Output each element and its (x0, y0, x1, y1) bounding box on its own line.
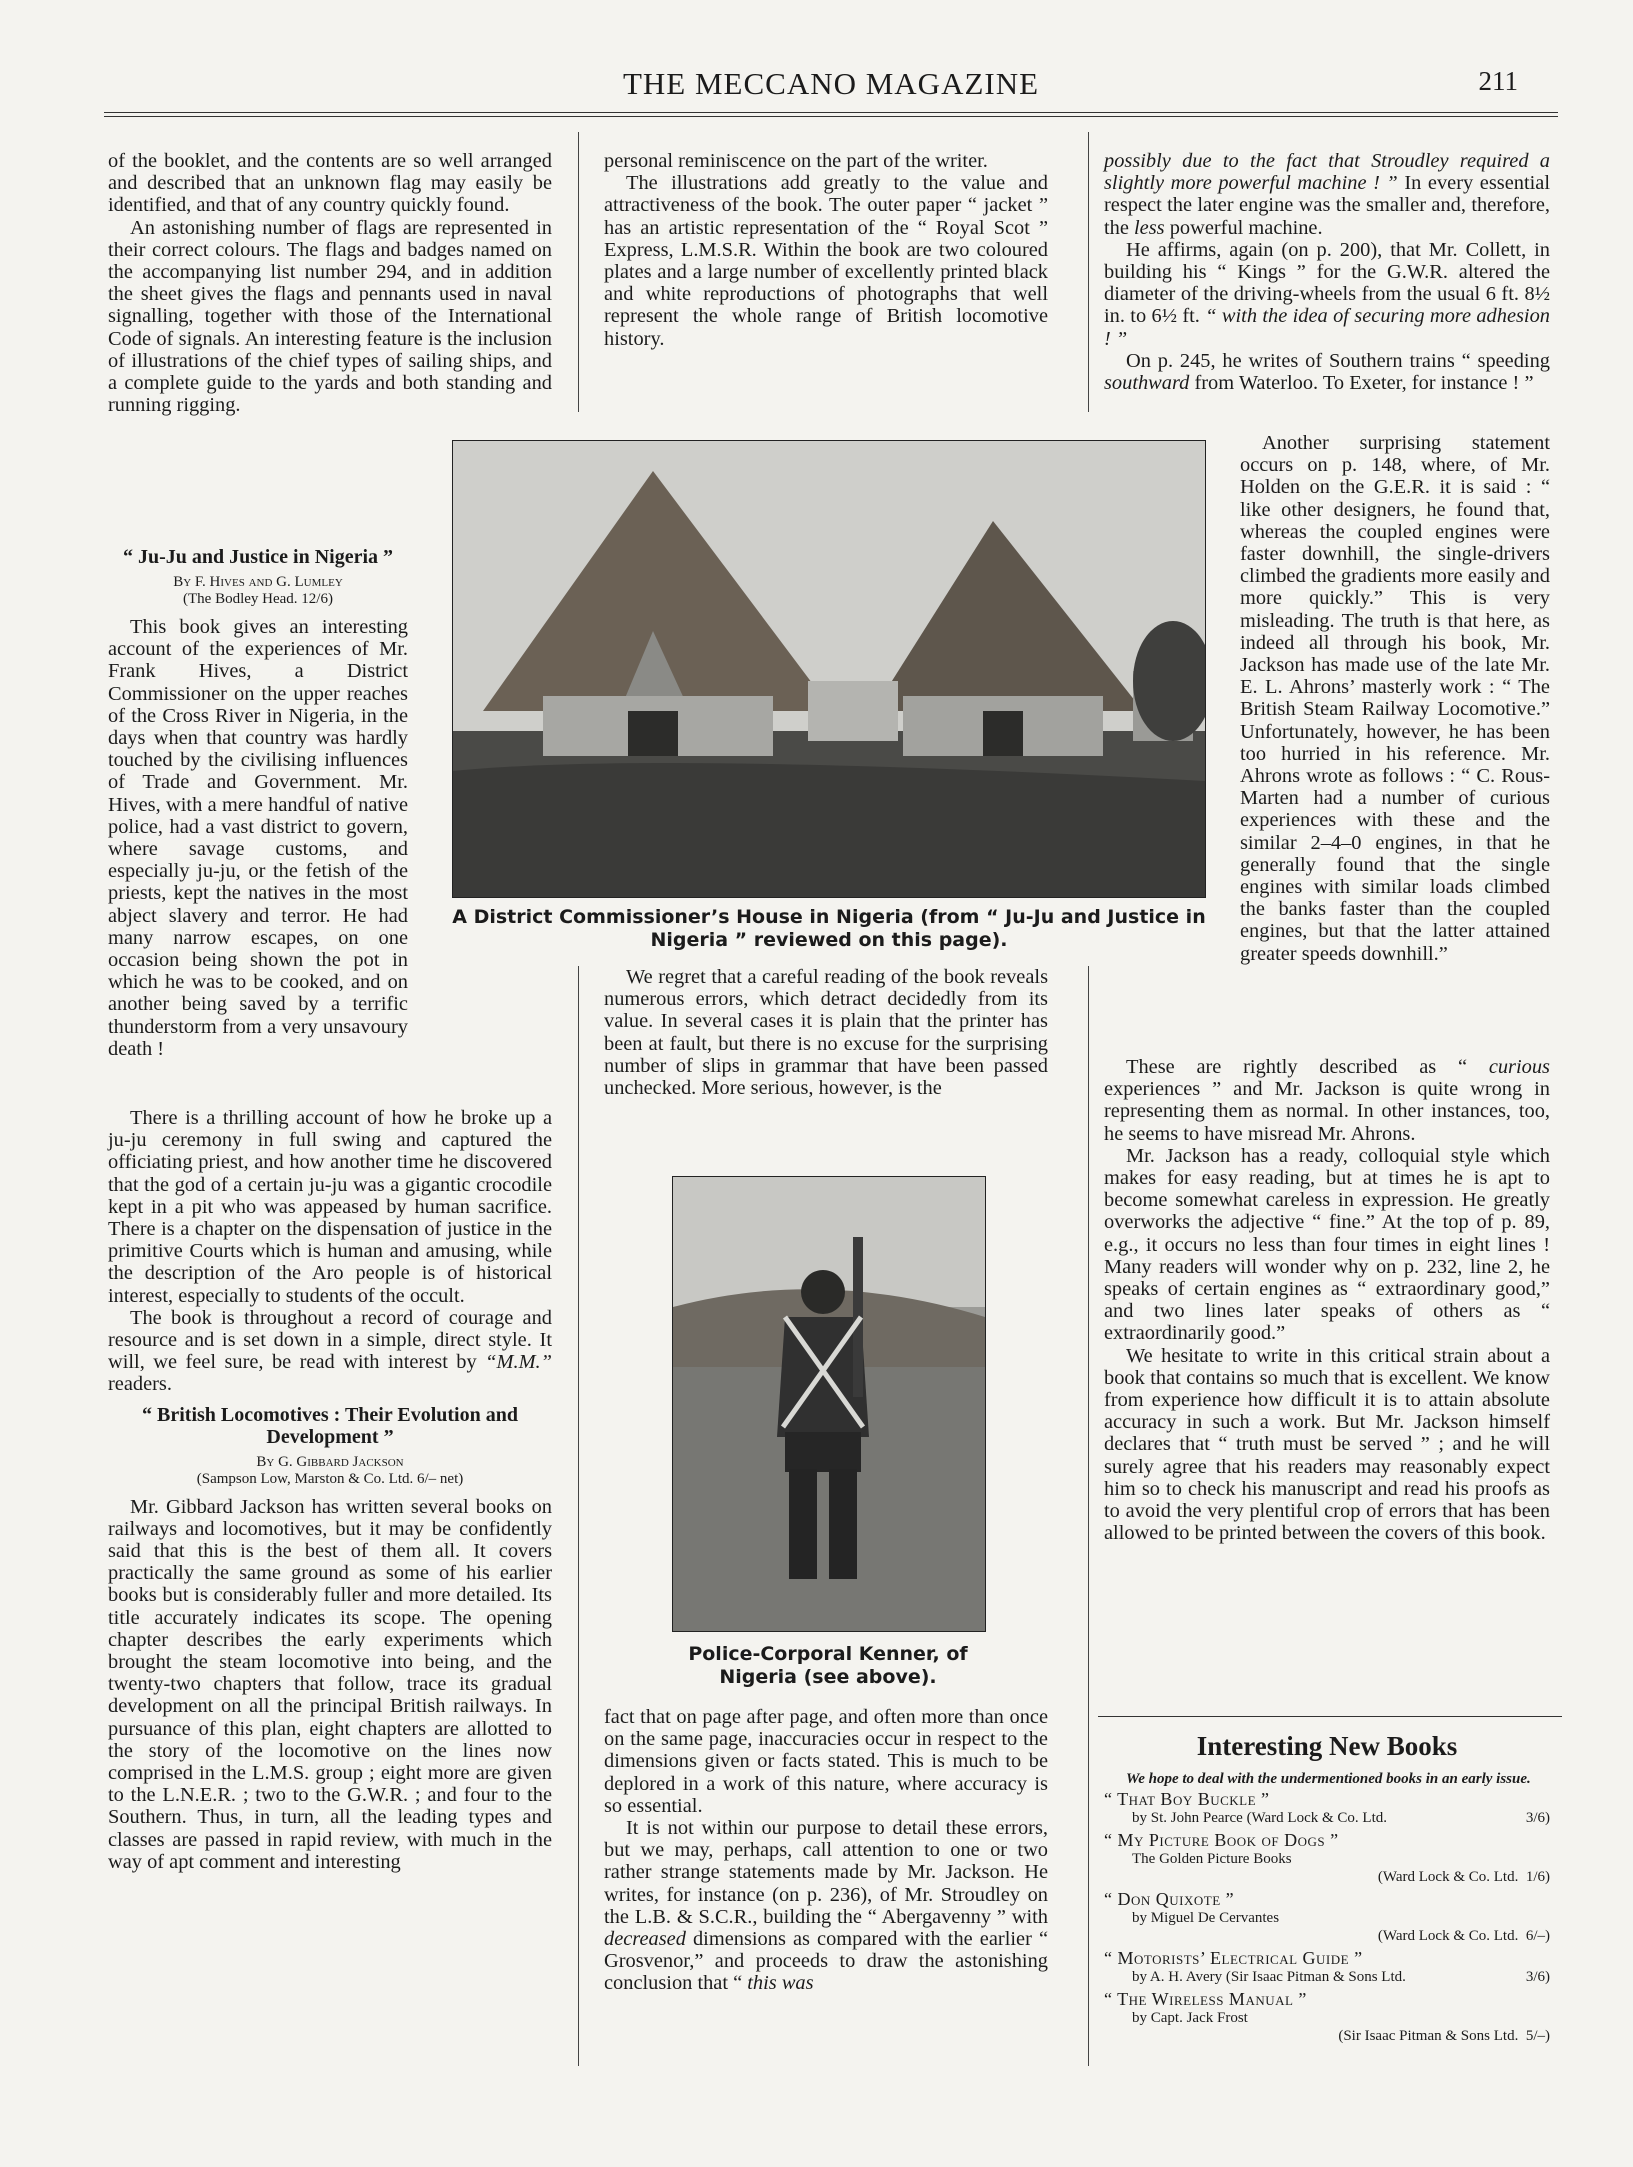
book-author: by Miguel De Cervantes (1132, 1910, 1280, 1926)
text-run: In every essential respect the later engine was the smaller and, therefore, the (1104, 172, 1550, 239)
house-photo (452, 440, 1206, 898)
corporal-photo-caption: Police-Corporal Kenner, of Nigeria (see above). (688, 1643, 968, 1688)
column-divider (578, 966, 579, 2066)
column-left-narrow (108, 538, 408, 1060)
book-publisher (1104, 1868, 1550, 1886)
book-price: 3/6) (1525, 1969, 1550, 1985)
book-publisher (1104, 2027, 1550, 2045)
text-run: experiences ” and Mr. Jackson is quite wrong in representing them as normal. In other instances, too, he seems to have misread Mr. Ahrons. (1104, 1078, 1550, 1145)
column-right-top (1104, 150, 1550, 394)
paragraph: fact that on page after page, and often more than once on the same page, inaccuracies occur in respect to the dimensions given or facts stated. This is much to be deplored in a work of this nature, where accuracy is so essential. (604, 1706, 1048, 1817)
house-photo-drawing (453, 441, 1205, 897)
book-author: by Capt. Jack Frost (1132, 2010, 1248, 2026)
book-title: “ My Picture Book of Dogs ” (1104, 1830, 1339, 1850)
page-number: 211 (1478, 66, 1518, 96)
paragraph: Mr. Jackson has a ready, colloquial style which makes for easy reading, but at times he is apt to become somewhat careless in expression. He greatly overworks the adjective “ fine.” At the top of p. 89, e.g., it occurs no less than four times in eight lines ! Many readers will wonder why on p. 232, line 2, he speaks of certain engines as “ extraordinary good,” and two lines later speaks of others as “ extraordinarily good.” (1104, 1144, 1550, 1345)
byline-publisher: (Sampson Low, Marston & Co. Ltd. 6/– net) (196, 1470, 464, 1487)
header-rule (104, 112, 1558, 113)
book-price: 5/–) (1525, 2028, 1550, 2044)
house-photo-caption: A District Commissioner’s House in Nigeria (from “ Ju-Ju and Justice in Nigeria ” reviewed on this page). (452, 906, 1206, 951)
running-title: THE MECCANO MAGAZINE (622, 66, 1040, 101)
book-author (1104, 1968, 1550, 1986)
new-books-title: Interesting New Books (1196, 1731, 1458, 1761)
book-title: “ Don Quixote ” (1104, 1889, 1235, 1909)
column-left (108, 150, 552, 416)
column-divider (1088, 966, 1089, 2066)
text-run: powerful machine. (1164, 216, 1323, 239)
text-run: decreased (604, 1928, 686, 1951)
text-run: possibly due to the fact that Stroudley required a slightly more powerful machine ! ” (1104, 150, 1550, 195)
book-entry (1104, 1889, 1550, 1945)
text-run: The book is throughout a record of courage and resource and is set down in a simple, direct style. It will, we feel sure, be read with interest by (108, 1306, 552, 1374)
paragraph (604, 1817, 1048, 1995)
text-run: “ with the idea of securing more adhesion ! ” (1104, 305, 1550, 350)
paragraph: An astonishing number of flags are represented in their correct colours. The flags and badges named on the accompanying list number 294, and in addition the sheet gives the flags and pennants used in naval signalling, together with those of the International Code of signals. An interesting feature is the inclusion of illustrations of the chief types of sailing ships, and a complete guide to the yards and both standing and running rigging. (108, 216, 552, 417)
book-author: The Golden Picture Books (1132, 1851, 1292, 1867)
paragraph: personal reminiscence on the part of the writer. (604, 150, 988, 172)
page-header (104, 66, 1558, 114)
book-author (1104, 1809, 1550, 1827)
paragraph: There is a thrilling account of how he broke up a ju-ju ceremony in full swing and captured the officiating priest, and how another time he discovered that the god of a certain ju-ju was a gigantic crocodile kept in a pit who was appeased by human sacrifice. There is a chapter on the dispensation of justice in the primitive Courts which is human and amusing, while the description of the Aro people is of historical interest, especially to students of the occult. (108, 1107, 552, 1307)
paragraph: Mr. Gibbard Jackson has written several books on railways and locomotives, but it may be confidently said that this is the best of them all. It covers practically the same ground as some of his earlier books but is considerably fuller and more detailed. Its title accurately indicates its scope. The opening chapter describes the early experiments which brought the steam locomotive into being, and the twenty-two chapters that follow, trace its gradual development on all the principal British railways. In pursuance of this plan, eight chapters are allotted to the story of the locomotive on the lines now comprised in the L.M.S. group ; eight more are given to the L.N.E.R. ; two to the G.W.R. ; and four to the Southern. Thus, in turn, all the leading types and classes are passed in rapid review, with much in the way of apt comment and interesting (108, 1495, 552, 1873)
book-title: “ Motorists’ Electrical Guide ” (1104, 1948, 1363, 1968)
paragraph (1104, 350, 1550, 394)
book-entry (1104, 1989, 1550, 2045)
text-run: readers. (108, 1373, 172, 1396)
text-run: curious (1488, 1056, 1550, 1078)
text-run: this was (747, 1972, 814, 1995)
paragraph: We hesitate to write in this critical strain about a book that contains so much that is excellent. We know from experience how difficult it is to attain absolute accuracy in such a work. But Mr. Jackson himself declares that “ truth must be served ” ; and he will surely agree that his readers may reasonably expect him so to check his manuscript and read his proofs as to avoid the very plentiful crop of errors that has been allowed to be printed between the covers of this book. (1104, 1344, 1550, 1545)
book-title: “ That Boy Buckle ” (1104, 1789, 1270, 1809)
paragraph: of the booklet, and the contents are so well arranged and described that an unknown flag may easily be identified, and that of any country quickly found. (108, 150, 552, 217)
book-publisher-text: (Ward Lock & Co. Ltd. (1377, 1869, 1519, 1885)
column-divider (1088, 132, 1089, 412)
text-run: southward (1104, 372, 1190, 395)
review-heading: “ Ju-Ju and Justice in Nigeria ” (122, 546, 394, 568)
book-price: 3/6) (1525, 1810, 1550, 1826)
column-middle-mid (604, 966, 1048, 1099)
paragraph (1104, 1056, 1550, 1145)
book-price: 1/6) (1525, 1869, 1550, 1885)
book-author-text: by St. John Pearce (Ward Lock & Co. Ltd. (1132, 1810, 1387, 1826)
column-middle-bottom (604, 1706, 1048, 1995)
byline (108, 1454, 552, 1488)
byline (108, 574, 408, 608)
text-run: dimensions as compared with the earlier “ Grosvenor,” and proceeds to draw the astonishing conclusion that “ (604, 1928, 1048, 1995)
paragraph: We regret that a careful reading of the book reveals numerous errors, which detract decidedly from its value. In several cases it is plain that the printer has been at fault, but there is no excuse for the surprising number of slips in grammar that have been passed unchecked. More serious, however, is the (604, 966, 1048, 1100)
text-run: He affirms, again (on p. 200), that Mr. Collett, in building his “ Kings ” for the G.W.R. altered the diameter of the driving-wheels from the usual 6 ft. 8½ in. to 6½ ft. (1104, 238, 1550, 328)
book-entry (1104, 1789, 1550, 1827)
text-run: It is not within our purpose to detail these errors, but we may, perhaps, call attention to one or two rather strange statements made by Mr. Jackson. He writes, for instance (on p. 236), of Mr. Stroudley on the L.B. & S.C.R., building the “ Abergavenny ” with (604, 1817, 1048, 1928)
new-books-note: We hope to deal with the undermentioned books in an early issue. (1126, 1771, 1531, 1787)
review-heading: “ British Locomotives : Their Evolution and Development ” (142, 1403, 518, 1448)
column-divider (578, 132, 579, 412)
byline-publisher: (The Bodley Head. 12/6) (183, 591, 333, 607)
book-author-text: by A. H. Avery (Sir Isaac Pitman & Sons Ltd. (1132, 1969, 1406, 1985)
corporal-photo (672, 1176, 986, 1632)
book-title: “ The Wireless Manual ” (1104, 1989, 1307, 2009)
paragraph: Another surprising statement occurs on p. 148, where, of Mr. Holden on the G.E.R. it is said : “ like other designers, he found that, whereas the coupled engines were faster downhill, the single-drivers climbed the gradients more easily and more quickly.” This is very misleading. The truth is that here, as indeed all through his book, Mr. Jackson has made use of the late Mr. E. L. Ahrons’ masterly work : “ The British Steam Railway Locomotive.” Unfortunately, however, he has been too hurried in his reference. Mr. Ahrons wrote as follows : “ C. Rous-Marten had a number of curious experiences with these and the similar 2–4–0 engines, in that he generally found that the single engines with similar loads climbed the banks faster than the coupled engines, but that the latter attained greater speeds downhill.” (1240, 432, 1550, 965)
corporal-photo-drawing (673, 1177, 985, 1631)
paragraph (108, 1307, 552, 1396)
column-right-lower (1104, 1056, 1550, 1544)
paragraph (1104, 239, 1550, 350)
text-run: These are rightly described as “ (1126, 1056, 1489, 1078)
book-publisher (1104, 1927, 1550, 1945)
book-publisher-text: (Sir Isaac Pitman & Sons Ltd. (1338, 2028, 1519, 2044)
new-books-section (1104, 1730, 1550, 2048)
byline-authors: By G. Gibbard Jackson (256, 1453, 404, 1470)
byline-authors: By F. Hives and G. Lumley (173, 574, 343, 590)
paragraph: This book gives an interesting account of the experiences of Mr. Frank Hives, a District Commissioner on the upper reaches of the Cross River in Nigeria, in the days when that country was hardly touched by the civilising influences of Trade and Government. Mr. Hives, with a mere handful of native police, had a vast district to govern, where savage customs, and especially ju-ju, or the fetish of the priests, kept the natives in the most abject slavery and terror. He had many narrow escapes, on one occasion being shown the pot in which he was to be cooked, and on another being saved by a terrific thunderstorm from a very unsavoury death ! (108, 616, 408, 1060)
text-run: On p. 245, he writes of Southern trains “ speeding (1126, 349, 1550, 372)
book-publisher-text: (Ward Lock & Co. Ltd. (1377, 1928, 1519, 1944)
column-left-lower (108, 1107, 552, 1873)
text-run: “M.M.” (485, 1351, 552, 1374)
column-right-narrow (1240, 432, 1550, 965)
book-price: 6/–) (1525, 1928, 1550, 1944)
paragraph (1104, 150, 1550, 239)
book-entry (1104, 1830, 1550, 1886)
header-rule-2 (104, 116, 1558, 117)
text-run: from Waterloo. To Exeter, for instance ! ” (1189, 372, 1534, 395)
paragraph: The illustrations add greatly to the value and attractiveness of the book. The outer paper “ jacket ” has an artistic representation of the “ Royal Scot ” Express, L.M.S.R. Within the book are two coloured plates and a large number of excellently printed black and white reproductions of photographs that well represent the whole range of British locomotive history. (604, 172, 1048, 350)
text-run: less (1134, 216, 1165, 239)
books-box-rule (1098, 1716, 1562, 1717)
book-entry (1104, 1948, 1550, 1986)
column-middle-top (604, 150, 1048, 350)
